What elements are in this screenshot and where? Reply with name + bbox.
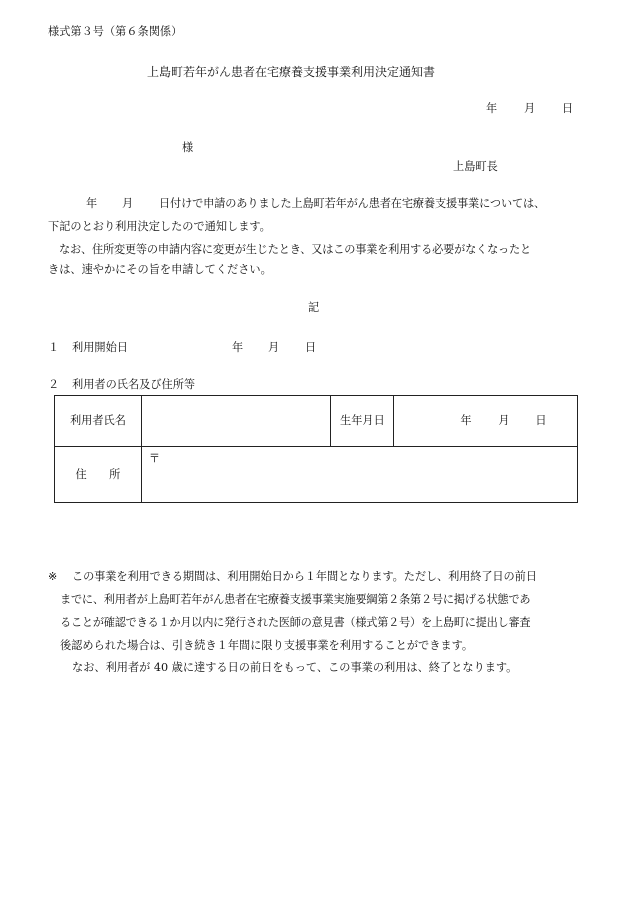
note-mark: ※ — [48, 570, 58, 583]
form-number: 様式第３号（第６条関係） — [48, 25, 183, 38]
name-label-cell: 利用者氏名 — [55, 396, 142, 447]
postal-mark: 〒 — [148, 452, 161, 465]
user-info-table — [54, 395, 578, 503]
table-row — [55, 447, 578, 503]
item2-label: 利用者の氏名及び住所等 — [72, 378, 196, 391]
item1-day: 日 — [305, 341, 317, 354]
item1-month: 月 — [268, 341, 280, 354]
dob-label-cell: 生年月日 — [331, 396, 394, 447]
issuer-name: 上島町長 — [453, 160, 498, 173]
document-title: 上島町若年がん患者在宅療養支援事業利用決定通知書 — [147, 65, 436, 79]
body-line-1-month: 月 — [122, 197, 134, 210]
body-line-1: 日付けで申請のありました上島町若年がん患者在宅療養支援事業については、 — [159, 197, 546, 210]
table-row — [55, 396, 578, 447]
item1-label: 利用開始日 — [72, 341, 128, 354]
body-line-4: きは、速やかにその旨を申請してください。 — [48, 263, 272, 276]
note-line-5: なお、利用者が 40 歳に達する日の前日をもって、この事業の利用は、終了となります。 — [72, 661, 518, 674]
recipient-honorific: 様 — [182, 141, 194, 154]
address-label-cell: 住 所 — [55, 447, 142, 503]
dob-day: 日 — [535, 414, 547, 427]
note-line-1: この事業を利用できる期間は、利用開始日から１年間となります。ただし、利用終了日の前日 — [72, 570, 537, 583]
body-line-3: なお、住所変更等の申請内容に変更が生じたとき、又はこの事業を利用する必要がなくなったと — [59, 243, 532, 256]
dob-month: 月 — [498, 414, 510, 427]
body-line-1-year: 年 — [86, 197, 98, 210]
item1-year: 年 — [232, 341, 244, 354]
name-value-cell[interactable] — [141, 396, 331, 447]
date-day: 日 — [562, 102, 574, 115]
item1-number: １ — [48, 341, 60, 354]
note-line-3: ることが確認できる１か月以内に発行された医師の意見書（様式第２号）を上島町に提出し審査 — [60, 616, 531, 629]
note-line-2: までに、利用者が上島町若年がん患者在宅療養支援事業実施要綱第２条第２号に掲げる状態であ — [60, 593, 531, 606]
dob-year: 年 — [460, 414, 472, 427]
date-year: 年 — [486, 102, 498, 115]
dob-value-cell[interactable] — [394, 396, 578, 447]
item2-number: ２ — [48, 378, 60, 391]
date-month: 月 — [524, 102, 536, 115]
address-value-cell[interactable] — [141, 447, 577, 503]
body-line-2: 下記のとおり利用決定したので通知します。 — [48, 220, 271, 233]
note-line-4: 後認められた場合は、引き続き１年間に限り支援事業を利用することができます。 — [60, 639, 474, 652]
ki-heading: 記 — [308, 301, 320, 314]
